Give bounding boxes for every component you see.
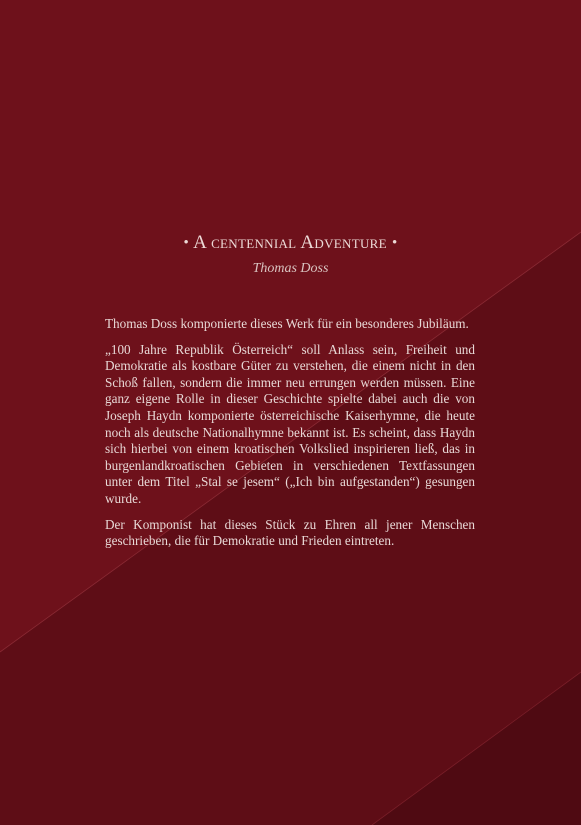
bullet-left: •	[183, 235, 190, 251]
title-text: A centennial Adventure	[193, 232, 387, 253]
author-name: Thomas Doss	[252, 261, 329, 276]
paragraph-1: Thomas Doss komponierte dieses Werk für ein besonderes Jubiläum.	[105, 316, 469, 331]
body-text	[105, 316, 475, 559]
bullet-right: •	[391, 235, 398, 251]
page-title	[0, 232, 581, 254]
paragraph-3: Der Komponist hat dieses Stück zu Ehren all jener Menschen geschrieben, die für Demokratie und Frieden eintreten.	[105, 516, 475, 549]
paragraph-2: „100 Jahre Republik Österreich“ soll Anlass sein, Freiheit und Demokratie als kostbare Güter zu verstehen, die einem nicht in den Schoß fallen, sondern die immer neu errungen werden müssen. Eine ganz eigene Rolle in dieser Geschichte spielte dabei auch die von Joseph Haydn komponierte österreichische Kaiserhymne, die heute noch als deutsche Nationalhymne bekannt ist. Es scheint, dass Haydn sich hierbei von einem kroatischen Volkslied inspirieren ließ, das in burgenlandkroatischen Gebieten in verschiedenen Textfassungen unter dem Titel „Stal se jesem“ („Ich bin aufgestanden“) gesungen wurde.	[105, 341, 475, 506]
